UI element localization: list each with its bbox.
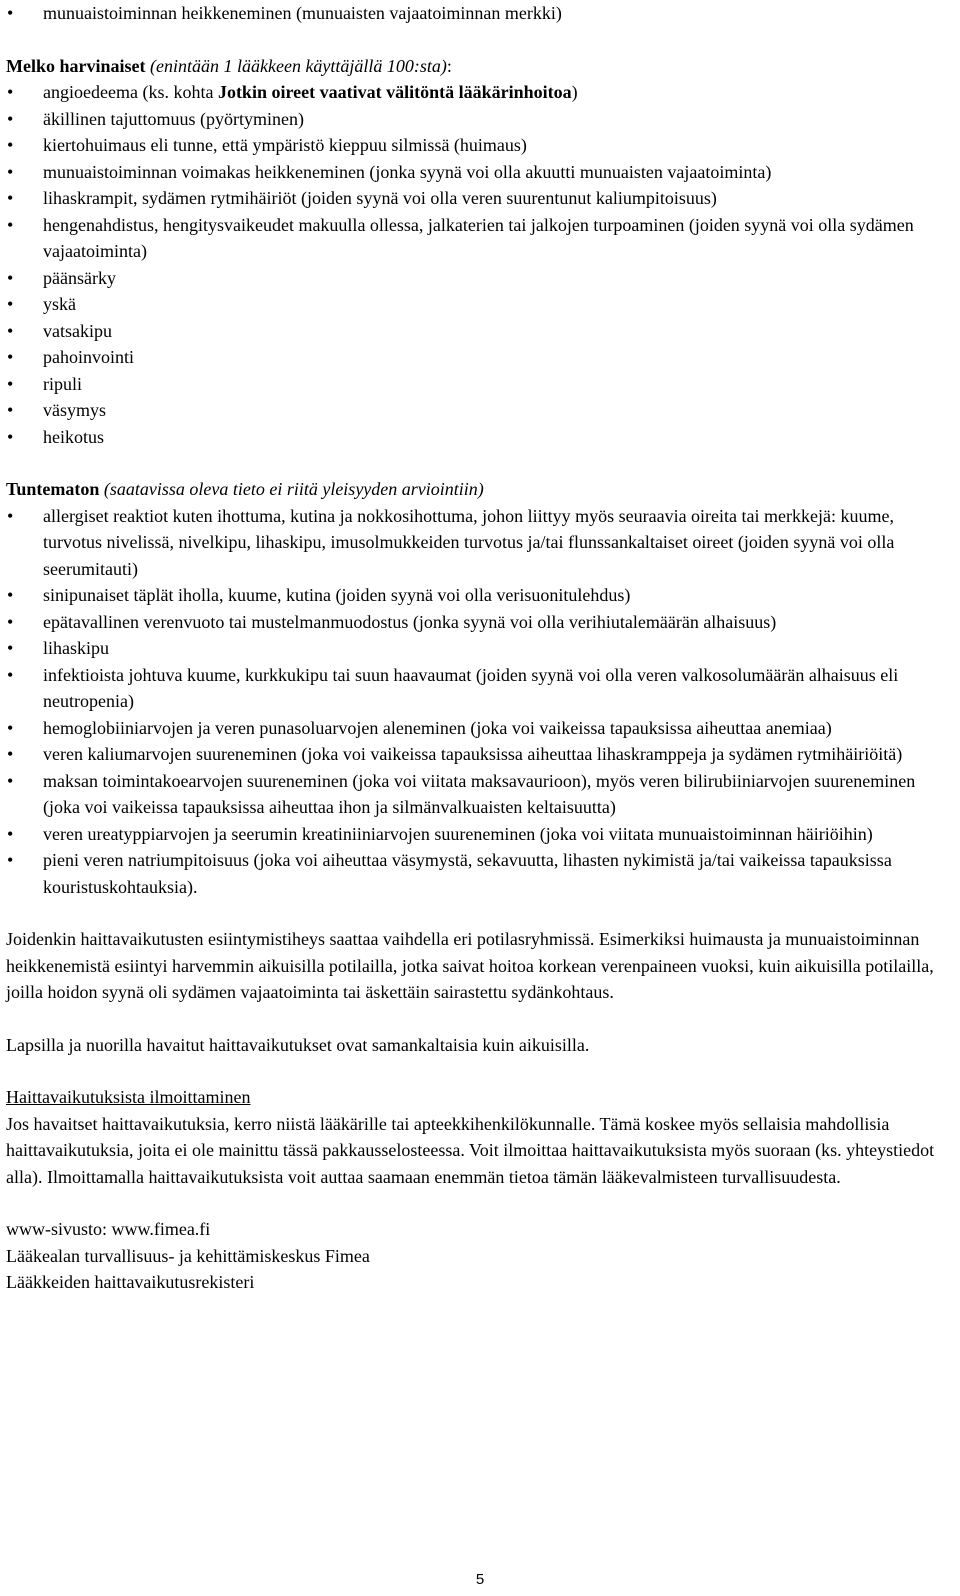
section-heading-rare <box>6 53 951 80</box>
list-item: • munuaistoiminnan heikkeneminen (munuaisten vajaatoiminnan merkki) <box>6 0 951 27</box>
unknown-bullet-list <box>6 503 951 901</box>
list-item: • väsymys <box>6 397 951 424</box>
list-item: • sinipunaiset täplät iholla, kuume, kutina (joiden syynä voi olla verisuonitulehdus) <box>6 582 951 609</box>
list-item: • kiertohuimaus eli tunne, että ympäristö kieppuu silmissä (huimaus) <box>6 132 951 159</box>
list-item-text: angioedeema (ks. kohta <box>43 82 218 102</box>
list-item: • päänsärky <box>6 265 951 292</box>
list-item: • veren kaliumarvojen suureneminen (joka voi vaikeissa tapauksissa aiheuttaa lihaskramppeja ja sydämen rytmihäiriöitä) <box>6 741 951 768</box>
list-item: • pieni veren natriumpitoisuus (joka voi aiheuttaa väsymystä, sekavuutta, lihasten nykimistä ja/tai vaikeissa tapauksissa kouristuskohtauksia). <box>6 847 951 900</box>
section-note: (saatavissa oleva tieto ei riitä yleisyyden arviointiin) <box>99 479 484 499</box>
list-item: • munuaistoiminnan voimakas heikkeneminen (jonka syynä voi olla akuutti munuaisten vajaatoiminta) <box>6 159 951 186</box>
agency-line: Lääkealan turvallisuus- ja kehittämiskeskus Fimea <box>6 1245 370 1266</box>
top-bullet-list <box>6 0 951 27</box>
list-item-text: ) <box>571 82 578 102</box>
list-item: • vatsakipu <box>6 318 951 345</box>
list-item: • ripuli <box>6 371 951 398</box>
list-item: • yskä <box>6 291 951 318</box>
section-colon: : <box>446 55 452 76</box>
rare-bullet-list <box>6 79 951 450</box>
section-reference: Jotkin oireet vaativat välitöntä lääkärinhoitoa <box>217 82 572 102</box>
registry-line: Lääkkeiden haittavaikutusrekisteri <box>6 1272 255 1292</box>
page-number: 5 <box>475 1571 485 1588</box>
list-item: • lihaskipu <box>6 635 951 662</box>
list-item: • allergiset reaktiot kuten ihottuma, kutina ja nokkosihottuma, johon liittyy myös seuraavia oireita tai merkkejä: kuume, turvotus nivelissä, nivelkipu, lihaskipu, imusolmukkeiden turvotus ja/tai flunssankaltaiset oireet (joiden syynä voi olla seerumitauti) <box>6 503 951 583</box>
list-item: • lihaskrampit, sydämen rytmihäiriöt (joiden syynä voi olla veren suurentunut kaliumpitoisuus) <box>6 185 951 212</box>
website-line: www-sivusto: www.fimea.fi <box>6 1219 211 1239</box>
list-item: • hemoglobiiniarvojen ja veren punasoluarvojen aleneminen (joka voi vaikeissa tapauksissa aiheuttaa anemiaa) <box>6 715 951 742</box>
children-paragraph: Lapsilla ja nuorilla havaitut haittavaikutukset ovat samankaltaisia kuin aikuisilla. <box>6 1034 590 1055</box>
document-page <box>6 0 951 1296</box>
list-item: • veren ureatyppiarvojen ja seerumin kreatiniiniarvojen suureneminen (joka voi viitata munuaistoiminnan häiriöihin) <box>6 821 951 848</box>
section-title: Melko harvinaiset <box>6 55 146 76</box>
list-item: • maksan toimintakoearvojen suureneminen (joka voi viitata maksavaurioon), myös veren bilirubiiniarvojen suureneminen (joka voi vaikeissa tapauksissa aiheuttaa ihon ja silmänvalkuaisten keltaisuutta) <box>6 768 951 821</box>
reporting-paragraph: Jos havaitset haittavaikutuksia, kerro niistä lääkärille tai apteekkihenkilökunnalle. Tämä koskee myös sellaisia mahdollisia haittavaikutuksia, joita ei ole mainittu tässä pakkausselosteessa. Voit ilmoittaa haittavaikutuksista myös suoraan (ks. yhteystiedot alla). Ilmoittamalla haittavaikutuksista voit auttaa saamaan enemmän tietoa tämän lääkevalmisteen turvallisuudesta. <box>6 1113 935 1187</box>
frequency-paragraph: Joidenkin haittavaikutusten esiintymistiheys saattaa vaihdella eri potilasryhmissä. Esimerkiksi huimausta ja munuaistoiminnan heikkenemistä esiintyi harvemmin aikuisilla potilailla, jotka saivat hoitoa korkean verenpaineen vuoksi, kuin aikuisilla potilailla, joilla hoidon syynä oli sydämen vajaatoiminta tai äskettäin sairastettu sydänkohtaus. <box>6 929 934 1002</box>
list-item: • äkillinen tajuttomuus (pyörtyminen) <box>6 106 951 133</box>
section-note: (enintään 1 lääkkeen käyttäjällä 100:sta) <box>145 55 447 76</box>
list-item: • infektioista johtuva kuume, kurkkukipu tai suun haavaumat (joiden syynä voi olla veren valkosolumäärän alhaisuus eli neutropenia) <box>6 662 951 715</box>
list-item: • pahoinvointi <box>6 344 951 371</box>
list-item: • heikotus <box>6 424 951 451</box>
list-item: • epätavallinen verenvuoto tai mustelmanmuodostus (jonka syynä voi olla verihiutalemäärän alhaisuus) <box>6 609 951 636</box>
reporting-heading: Haittavaikutuksista ilmoittaminen <box>6 1087 251 1107</box>
section-title: Tuntematon <box>6 479 100 499</box>
section-heading-unknown <box>6 476 951 503</box>
list-item <box>6 79 951 106</box>
list-item: • hengenahdistus, hengitysvaikeudet makuulla ollessa, jalkaterien tai jalkojen turpoaminen (joiden syynä voi olla sydämen vajaatoiminta) <box>6 212 951 265</box>
